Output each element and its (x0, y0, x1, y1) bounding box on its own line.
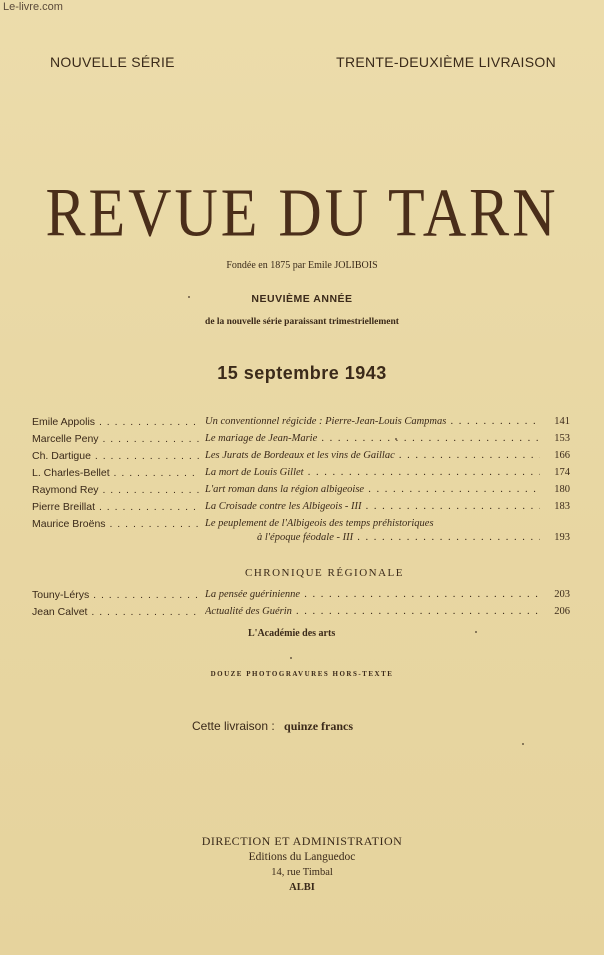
series-subtitle: de la nouvelle série paraissant trimestriellement (205, 317, 399, 327)
publisher-address: 14, rue Timbal (271, 867, 333, 878)
academie-line: L'Académie des arts (248, 628, 336, 639)
toc-row (32, 518, 572, 550)
toc-page: 166 (554, 450, 570, 461)
toc-author: Emile Appolis . . . (32, 416, 200, 428)
toc-page: 193 (554, 532, 570, 543)
publisher-name: Editions du Languedoc (248, 851, 356, 863)
toc-title-line2: à l'époque féodale - III . . . (205, 532, 540, 543)
paper-speck (188, 296, 190, 298)
toc-title: La pensée guérinienne . . . (205, 589, 540, 600)
paper-speck (522, 743, 524, 745)
toc-page: 174 (554, 467, 570, 478)
toc-page: 183 (554, 501, 570, 512)
toc-title-line1: Le peuplement de l'Albigeois des temps préhistoriques (205, 518, 434, 529)
chronique-heading: CHRONIQUE RÉGIONALE (245, 567, 404, 579)
toc-row (32, 467, 572, 484)
publisher-city: ALBI (289, 882, 315, 893)
series-label: NOUVELLE SÉRIE (50, 54, 175, 70)
toc-author: Jean Calvet . . . (32, 606, 200, 618)
toc-title: Actualité des Guérin . . . (205, 606, 540, 617)
toc-row (32, 606, 572, 623)
toc-author: Touny-Lérys . . . (32, 589, 200, 601)
year-line: NEUVIÈME ANNÉE (251, 293, 353, 305)
toc-row (32, 450, 572, 467)
toc-title: La mort de Louis Gillet . . . (205, 467, 540, 478)
toc-author: Marcelle Peny . . . (32, 433, 200, 445)
table-of-contents (32, 416, 572, 550)
toc-author: Raymond Rey . . . (32, 484, 200, 496)
admin-heading: DIRECTION ET ADMINISTRATION (201, 834, 403, 848)
toc-row (32, 416, 572, 433)
price-line (192, 719, 353, 734)
watermark: Le-livre.com (3, 1, 63, 13)
toc-row (32, 433, 572, 450)
issue-date: 15 septembre 1943 (217, 363, 387, 383)
founded-line: Fondée en 1875 par Emile JOLIBOIS (226, 260, 378, 271)
price-label: Cette livraison : (192, 719, 275, 733)
toc-title: Un conventionnel régicide : Pierre-Jean-Louis Campmas . . . (205, 416, 540, 427)
toc-page: 141 (554, 416, 570, 427)
toc-author: L. Charles-Bellet . . . (32, 467, 200, 479)
journal-title: REVUE DU TARN (45, 174, 559, 251)
toc-title: La Croisade contre les Albigeois - III . . . (205, 501, 540, 512)
toc-title: Le mariage de Jean-Marie . . . (205, 433, 540, 444)
toc-row (32, 501, 572, 518)
chronique-contents (32, 589, 572, 623)
toc-row (32, 484, 572, 501)
toc-author: Maurice Broëns . . . (32, 518, 200, 530)
toc-title: Les Jurats de Bordeaux et les vins de Gaillac . . . (205, 450, 540, 461)
paper-speck (475, 631, 477, 633)
toc-author: Pierre Breillat . . . (32, 501, 200, 513)
toc-page: 153 (554, 433, 570, 444)
paper-speck (290, 657, 292, 659)
paper-speck (395, 438, 397, 440)
toc-title: L'art roman dans la région albigeoise . . . (205, 484, 540, 495)
toc-row (32, 589, 572, 606)
price-value: quinze francs (284, 719, 354, 733)
issue-label: TRENTE-DEUXIÈME LIVRAISON (336, 54, 556, 70)
toc-page: 180 (554, 484, 570, 495)
toc-page: 206 (554, 606, 570, 617)
toc-page: 203 (554, 589, 570, 600)
toc-author: Ch. Dartigue . . . (32, 450, 200, 462)
photogravures-note: DOUZE PHOTOGRAVURES HORS-TEXTE (210, 670, 394, 678)
